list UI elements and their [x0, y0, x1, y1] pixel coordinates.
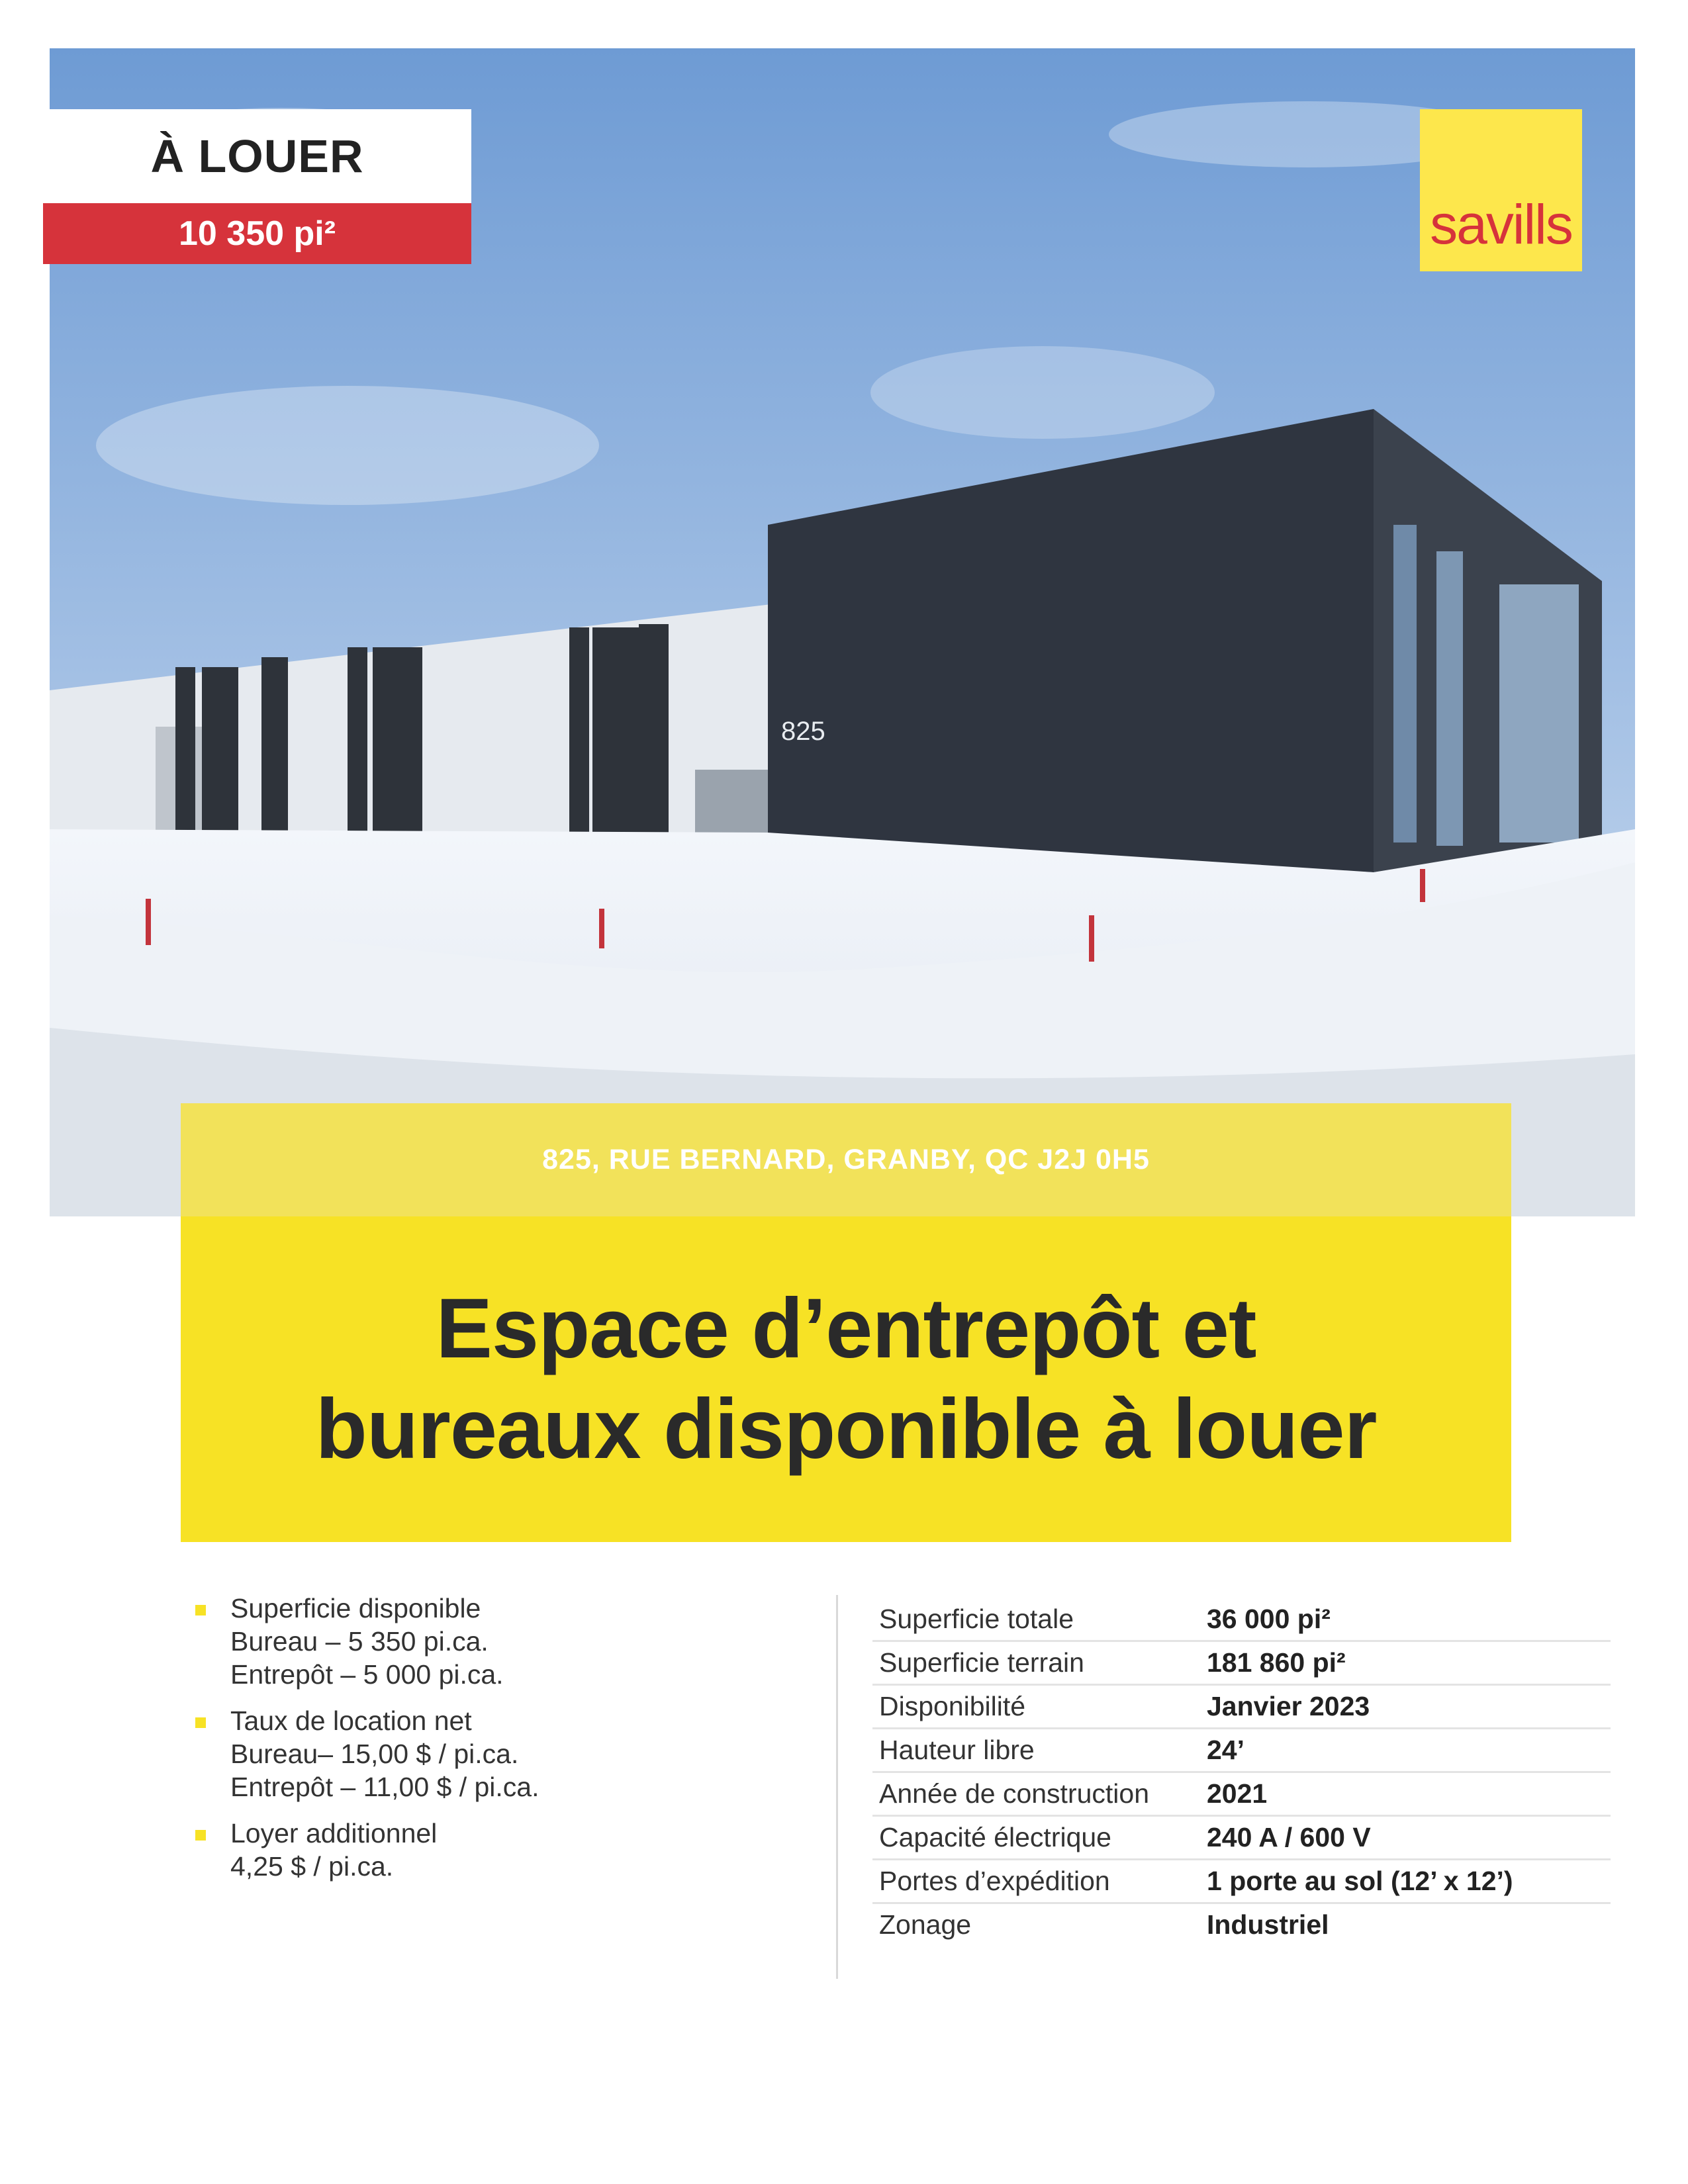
for-lease-label: À LOUER — [150, 130, 364, 182]
feature-heading: Superficie disponible — [230, 1593, 481, 1623]
building-number-sign: 825 — [781, 717, 825, 746]
feature-line: 4,25 $ / pi.ca. — [230, 1851, 394, 1882]
bullet-square-icon — [195, 1605, 206, 1615]
feature-item — [192, 1592, 801, 1691]
feature-line: Entrepôt – 11,00 $ / pi.ca. — [230, 1772, 539, 1802]
spec-value: Industriel — [1207, 1909, 1329, 1940]
spec-value: 240 A / 600 V — [1207, 1822, 1371, 1852]
spec-value: 1 porte au sol (12’ x 12’) — [1207, 1866, 1513, 1896]
savills-logo — [1420, 109, 1582, 271]
feature-line: Entrepôt – 5 000 pi.ca. — [230, 1659, 504, 1690]
spec-value: Janvier 2023 — [1207, 1691, 1370, 1721]
spec-label: Superficie totale — [879, 1604, 1074, 1634]
spec-label: Hauteur libre — [879, 1735, 1035, 1765]
bullet-square-icon — [195, 1717, 206, 1728]
spec-label: Superficie terrain — [879, 1647, 1084, 1678]
address-band — [181, 1103, 1511, 1216]
feature-list — [192, 1592, 801, 1896]
spec-row — [872, 1904, 1611, 1946]
logo-text: savills — [1430, 193, 1572, 255]
spec-value: 36 000 pi² — [1207, 1604, 1331, 1634]
spec-label: Zonage — [879, 1909, 972, 1940]
spec-label: Disponibilité — [879, 1691, 1026, 1721]
title-line-1: Espace d’entrepôt et — [436, 1281, 1256, 1376]
title-line-2: bureaux disponible à louer — [315, 1382, 1377, 1477]
spec-row — [872, 1773, 1611, 1817]
spec-row — [872, 1817, 1611, 1860]
column-divider — [836, 1595, 838, 1979]
property-address: 825, RUE BERNARD, GRANBY, QC J2J 0H5 — [542, 1144, 1150, 1175]
spec-row — [872, 1860, 1611, 1904]
spec-row — [872, 1686, 1611, 1729]
spec-label: Année de construction — [879, 1778, 1149, 1809]
feature-heading: Loyer additionnel — [230, 1818, 438, 1848]
feature-heading: Taux de location net — [230, 1706, 472, 1736]
title-box — [181, 1216, 1511, 1542]
spec-label: Capacité électrique — [879, 1822, 1111, 1852]
spec-row — [872, 1642, 1611, 1686]
spec-row — [872, 1729, 1611, 1773]
spec-value: 24’ — [1207, 1735, 1244, 1765]
area-badge — [43, 203, 471, 264]
for-lease-badge — [43, 109, 471, 203]
spec-value: 181 860 pi² — [1207, 1647, 1346, 1678]
feature-line: Bureau – 5 350 pi.ca. — [230, 1626, 489, 1657]
spec-value: 2021 — [1207, 1778, 1268, 1809]
feature-item — [192, 1817, 801, 1883]
specs-table — [872, 1598, 1611, 1946]
spec-row — [872, 1598, 1611, 1642]
spec-label: Portes d’expédition — [879, 1866, 1110, 1896]
area-label: 10 350 pi² — [178, 214, 336, 253]
feature-item — [192, 1704, 801, 1803]
feature-line: Bureau– 15,00 $ / pi.ca. — [230, 1739, 519, 1769]
bullet-square-icon — [195, 1830, 206, 1841]
